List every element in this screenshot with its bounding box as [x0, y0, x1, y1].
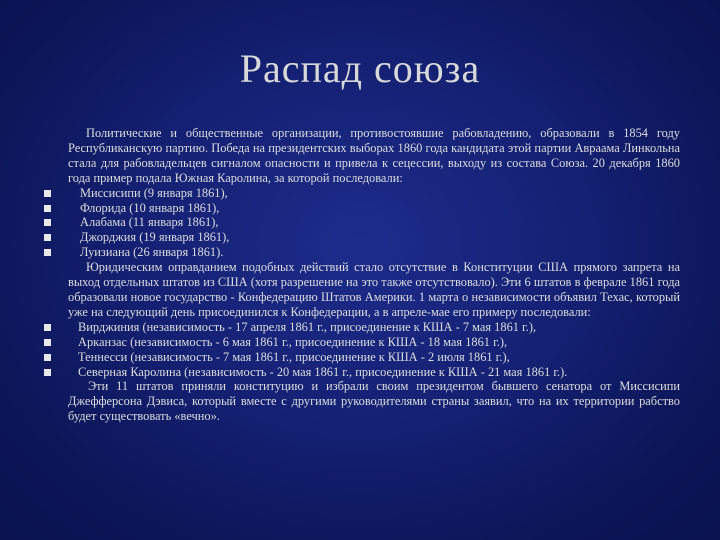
bullet-icon: [44, 354, 51, 361]
bullet-icon: [44, 205, 51, 212]
bullet-icon: [44, 249, 51, 256]
list-item-text: Луизиана (26 января 1861).: [80, 245, 224, 260]
list-item: [44, 335, 680, 350]
slide-title: Распад союза: [239, 46, 481, 91]
intro-paragraph: [44, 126, 680, 186]
bullet-icon: [44, 219, 51, 226]
bullet-icon: [44, 324, 51, 331]
list-item-text: Джорджия (19 января 1861),: [80, 230, 230, 245]
list-item: [44, 186, 680, 201]
list-item-text: Арканзас (независимость - 6 мая 1861 г., присоединение к КША - 18 мая 1861 г.),: [78, 334, 508, 349]
intro-text: Политические и общественные организации, противостоявшие рабовладению, образовали в 1854 году Республиканскую партию. Победа на президентских выборах 1860 года кандидата этой партии Авраама Линкольна стала для рабовладельцев сигналом опасности и привела к сецессии, выходу из состава Союза. 20 декабря 1860 года пример подала Южная Каролина, за которой последовали:: [68, 126, 680, 185]
slide-body: [44, 126, 680, 424]
bullet-icon: [44, 190, 51, 197]
list-item-text: Теннесси (независимость - 7 мая 1861 г., присоединение к КША - 2 июля 1861 г.),: [78, 349, 510, 364]
list-item: [44, 215, 680, 230]
list-item-text: Миссисипи (9 января 1861),: [80, 185, 228, 200]
list-item: [44, 230, 680, 245]
closing-paragraph: [44, 379, 680, 424]
list-item: [44, 201, 680, 216]
closing-text: Эти 11 штатов приняли конституцию и избрали своим президентом бывшего сенатора от Миссисипи Джефферсона Дэвиса, который вместе с другими руководителями страны заявил, что на их территории рабство будет существовать «вечно».: [68, 379, 680, 424]
list-item: [44, 245, 680, 260]
list-item: [44, 365, 680, 380]
bullet-icon: [44, 369, 51, 376]
first-wave-list: [44, 186, 680, 261]
list-item: [44, 350, 680, 365]
bullet-icon: [44, 234, 51, 241]
list-item-text: Северная Каролина (независимость - 20 мая 1861 г., присоединение к КША - 21 мая 1861 г.).: [78, 364, 568, 379]
list-item: [44, 320, 680, 335]
list-item-text: Флорида (10 января 1861),: [80, 200, 220, 215]
list-item-text: Вирджиния (независимость - 17 апреля 1861 г., присоединение к КША - 7 мая 1861 г.),: [78, 319, 537, 334]
bullet-icon: [44, 339, 51, 346]
list-item-text: Алабама (11 января 1861),: [80, 215, 219, 230]
middle-paragraph: [44, 260, 680, 320]
second-wave-list: [44, 320, 680, 380]
middle-text: Юридическим оправданием подобных действий стало отсутствие в Конституции США прямого запрета на выход отдельных штатов из США (хотя разрешение на это также отсутствовало). Эти 6 штатов в феврале 1861 года образовали новое государство - Конфедерацию Штатов Америки. 1 марта о независимости объявил Техас, который уже на следующий день присоединился к Конфедерации, а в апреле-мае его примеру последовали:: [68, 260, 680, 319]
